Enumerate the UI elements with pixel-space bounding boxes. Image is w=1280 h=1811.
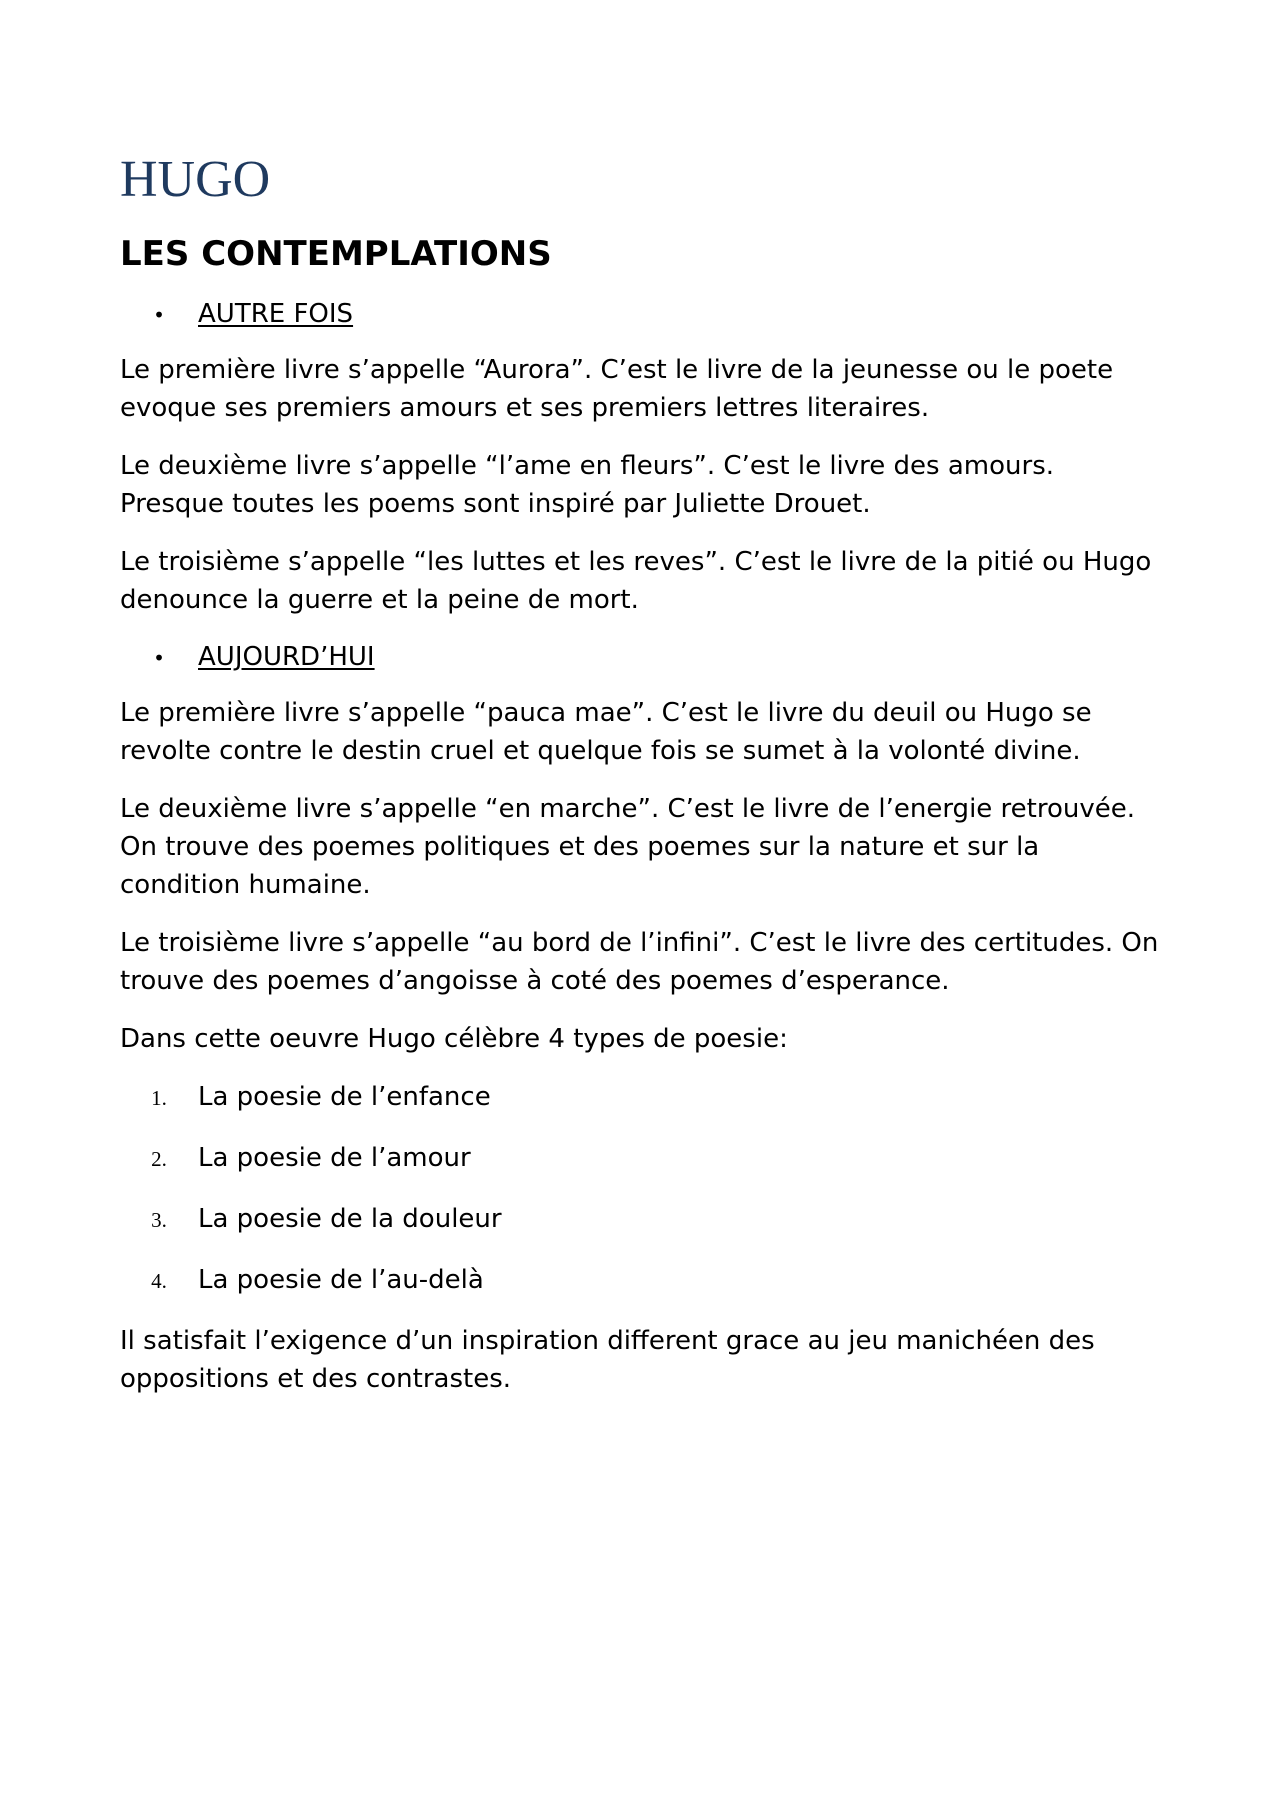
paragraph: Le troisième livre s’appelle “au bord de l’infini”. C’est le livre des certitudes. On trouve des poemes d’angoisse à coté des poemes d’esperance. [120, 928, 1159, 996]
document-content [120, 150, 1160, 1418]
list-text: La poesie de la douleur [198, 1204, 502, 1234]
paragraph: Le troisième s’appelle “les luttes et les reves”. C’est le livre de la pitié ou Hugo denounce la guerre et la peine de mort. [120, 547, 1152, 615]
paragraph: Le deuxième livre s’appelle “l’ame en fleurs”. C’est le livre des amours. Presque toutes les poems sont inspiré par Juliette Drouet. [120, 451, 1055, 519]
paragraph: Le première livre s’appelle “pauca mae”. C’est le livre du deuil ou Hugo se revolte contre le destin cruel et quelque fois se sumet à la volonté divine. [120, 698, 1092, 766]
section-label: AUTRE FOIS [198, 299, 354, 329]
list-text: La poesie de l’au-delà [198, 1265, 484, 1295]
bullet-icon: • [153, 646, 165, 670]
list-number: 3. [151, 1208, 167, 1232]
list-number: 4. [151, 1269, 167, 1293]
list-intro: Dans cette oeuvre Hugo célèbre 4 types de poesie: [120, 1024, 788, 1054]
list-item [120, 1078, 1160, 1117]
document-title: HUGO [120, 151, 271, 208]
list-item [120, 1261, 1160, 1300]
document-subtitle: LES CONTEMPLATIONS [120, 234, 552, 274]
conclusion-paragraph: Il satisfait l’exigence d’un inspiration different grace au jeu manichéen des oppositions et des contrastes. [120, 1326, 1095, 1394]
list-number: 1. [151, 1086, 167, 1110]
section-label: AUJOURD’HUI [198, 642, 375, 672]
section-heading-autre-fois [120, 296, 1160, 333]
paragraph: Le première livre s’appelle “Aurora”. C’est le livre de la jeunesse ou le poete evoque ses premiers amours et ses premiers lettres literaires. [120, 355, 1114, 423]
list-number: 2. [151, 1147, 167, 1171]
list-text: La poesie de l’amour [198, 1143, 471, 1173]
list-text: La poesie de l’enfance [198, 1082, 491, 1112]
bullet-icon: • [153, 303, 165, 327]
paragraph: Le deuxième livre s’appelle “en marche”. C’est le livre de l’energie retrouvée. On trouve des poemes politiques et des poemes sur la nature et sur la condition humaine. [120, 794, 1136, 900]
list-item [120, 1139, 1160, 1178]
section-heading-aujourdhui [120, 639, 1160, 676]
list-item [120, 1200, 1160, 1239]
